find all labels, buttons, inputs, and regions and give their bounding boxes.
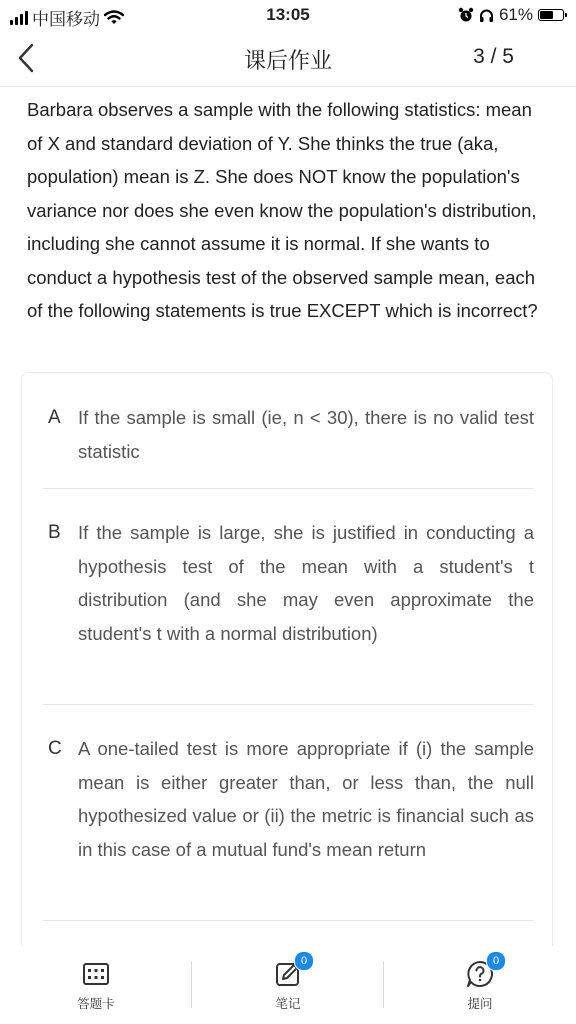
battery-icon — [538, 9, 564, 21]
page-indicator: 3 / 5 — [473, 45, 514, 68]
options-card — [21, 372, 553, 972]
option-letter: B — [48, 522, 61, 543]
alarm-icon — [458, 7, 474, 23]
option-divider — [43, 920, 534, 921]
battery-level — [540, 11, 553, 19]
status-bar — [0, 0, 576, 30]
answer-card-icon — [80, 958, 112, 990]
page-title: 课后作业 — [243, 48, 332, 73]
ask-badge: 0 — [486, 951, 506, 971]
option-divider — [43, 488, 534, 489]
tab-label: 答题卡 — [77, 997, 115, 1011]
tab-label: 笔记 — [275, 997, 301, 1011]
option-b[interactable] — [43, 516, 534, 650]
option-a[interactable] — [43, 401, 534, 468]
bottom-tab-bar — [0, 946, 576, 1024]
tab-ask[interactable] — [384, 946, 576, 1024]
option-text: If the sample is large, she is justified in conducting a hypothesis test of the mean with a student's t distribution (and she may even approximate the student's t with a normal distribution) — [78, 522, 534, 644]
option-text: A one-tailed test is more appropriate if (i) the sample mean is either greater than, or less than, the null hypothesized value or (ii) the metric is financial such as in this case of a mutual fund's mean return — [78, 738, 534, 860]
status-time: 13:05 — [266, 5, 310, 24]
question-text: Barbara observes a sample with the following statistics: mean of X and standard deviation of Y. She thinks the true (aka, population) mean is Z. She does NOT know the population's variance nor does she even know the population's distribution, including she cannot assume it is normal. If she wants to conduct a hypothesis test of the observed sample mean, each of the following statements is true EXCEPT which is incorrect? — [27, 99, 538, 321]
option-c[interactable] — [43, 732, 534, 866]
option-divider — [43, 704, 534, 705]
tab-answer-card[interactable] — [0, 946, 192, 1024]
carrier-name: 中国移动 — [32, 10, 100, 29]
tab-notes[interactable] — [192, 946, 384, 1024]
nav-bar — [0, 30, 576, 87]
headphones-icon — [479, 8, 494, 23]
status-right — [458, 5, 564, 25]
option-letter: A — [48, 407, 61, 428]
tab-label: 提问 — [467, 997, 493, 1011]
option-letter: C — [48, 738, 62, 759]
notes-badge: 0 — [294, 951, 314, 971]
battery-percent: 61% — [498, 5, 533, 24]
option-text: If the sample is small (ie, n < 30), there is no valid test statistic — [78, 407, 534, 462]
